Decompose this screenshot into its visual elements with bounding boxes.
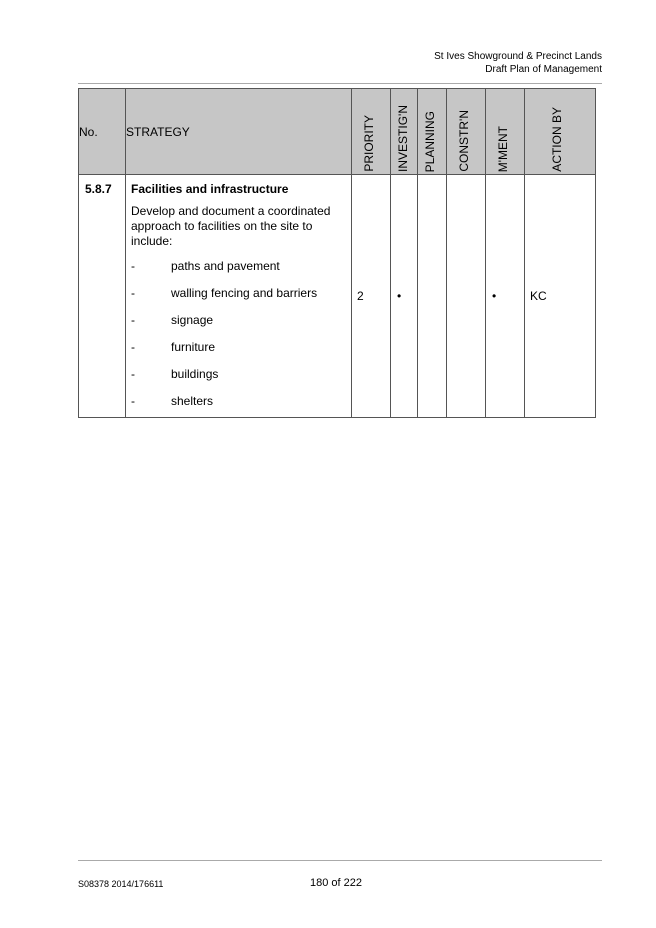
column-header-planning: [418, 89, 447, 175]
constr-label: CONSTR'N: [457, 110, 471, 172]
column-header-action-by: [525, 89, 596, 175]
investig-planning-marker: •: [397, 289, 402, 303]
dash-marker: -: [131, 367, 135, 381]
document-header: [434, 50, 602, 76]
list-item-text: walling fencing and barriers: [171, 286, 318, 300]
strategy-title: Facilities and infrastructure: [131, 182, 289, 196]
list-item-text: furniture: [171, 340, 216, 354]
list-item: [131, 367, 343, 382]
strategy-table: [78, 88, 596, 418]
planning-cell: [418, 175, 447, 418]
footer-divider: [78, 860, 602, 861]
table-header-row: [79, 89, 596, 175]
investig-label: INVESTIG'N: [396, 105, 410, 172]
header-divider: [78, 83, 602, 84]
strategy-cell: [126, 175, 352, 418]
dash-marker: -: [131, 313, 135, 327]
list-item-text: buildings: [171, 367, 219, 381]
table-row: [79, 175, 596, 418]
column-header-mment: [486, 89, 525, 175]
priority-label: PRIORITY: [362, 115, 376, 172]
column-header-investig: [391, 89, 418, 175]
mment-cell: [486, 175, 525, 418]
list-item: [131, 259, 343, 274]
column-header-no: No.: [79, 89, 126, 175]
list-item-text: shelters: [171, 394, 214, 408]
list-item: [131, 340, 343, 355]
mment-marker: •: [492, 289, 497, 303]
action-by-value: KC: [530, 289, 547, 303]
list-item-text: paths and pavement: [171, 259, 280, 273]
list-item: [131, 394, 343, 409]
constr-cell: [447, 175, 486, 418]
action-by-label: ACTION BY: [550, 107, 564, 172]
column-header-priority: [352, 89, 391, 175]
priority-value: 2: [357, 289, 364, 303]
list-item: [131, 313, 343, 328]
strategy-description: Develop and document a coordinated approach to facilities on the site to include:: [131, 204, 331, 248]
action-by-cell: [525, 175, 596, 418]
document-reference: S08378 2014/176611: [78, 879, 164, 889]
list-item-text: signage: [171, 313, 214, 327]
dash-marker: -: [131, 286, 135, 300]
header-title: St Ives Showground & Precinct Lands: [434, 51, 602, 62]
priority-cell: [352, 175, 391, 418]
page-number: 180 of 222: [310, 877, 362, 889]
planning-label: PLANNING: [423, 110, 437, 172]
strategy-number: 5.8.7: [79, 175, 126, 418]
header-subtitle: Draft Plan of Management: [485, 64, 602, 75]
investig-cell: [391, 175, 418, 418]
mment-label: M'MENT: [496, 125, 510, 172]
list-item: [131, 286, 343, 301]
dash-marker: -: [131, 394, 135, 408]
column-header-constr: [447, 89, 486, 175]
column-header-strategy: STRATEGY: [126, 89, 352, 175]
dash-marker: -: [131, 259, 135, 273]
dash-marker: -: [131, 340, 135, 354]
